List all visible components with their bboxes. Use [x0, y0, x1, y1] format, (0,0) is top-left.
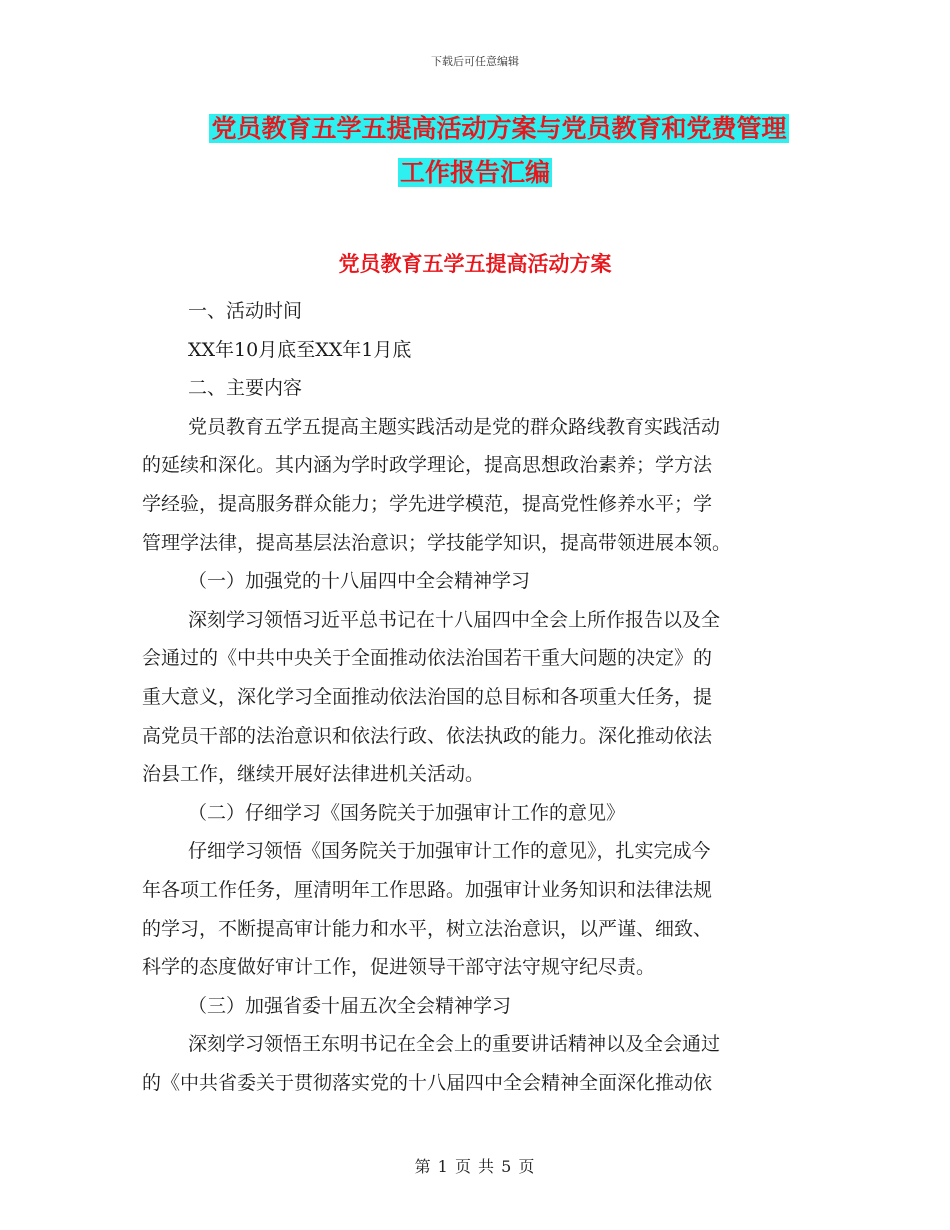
text-line: 年各项工作任务，厘清明年工作思路。加强审计业务知识和法律法规 [142, 878, 713, 901]
document-title-line-2 [0, 155, 950, 191]
text-line: 管理学法律，提高基层法治意识；学技能学知识，提高带领进展本领。 [142, 531, 732, 554]
text-line: 科学的态度做好审计工作，促进领导干部守法守规守纪尽责。 [142, 956, 656, 979]
text-line: 党员教育五学五提高主题实践活动是党的群众路线教育实践活动 [188, 415, 721, 438]
section-title: 党员教育五学五提高活动方案 [338, 252, 612, 276]
text-line: （三）加强省委十届五次全会精神学习 [188, 994, 512, 1017]
document-title-text-2: 工作报告汇编 [399, 158, 550, 187]
text-line: 一、活动时间 [188, 300, 303, 322]
text-line: （一）加强党的十八届四中全会精神学习 [188, 570, 531, 593]
text-line: 高党员干部的法治意识和依法行政、依法执政的能力。深化推动依法 [142, 724, 713, 747]
text-line: XX年10月底至XX年1月底 [188, 338, 412, 361]
text-line: 仔细学习领悟《国务院关于加强审计工作的意见》，扎实完成今 [188, 840, 711, 863]
text-line: 的学习，不断提高审计能力和水平，树立法治意识，以严谨、细致、 [142, 917, 713, 940]
text-line: 学经验，提高服务群众能力；学先进学模范，提高党性修养水平；学 [142, 492, 713, 515]
document-title-text-1: 党员教育五学五提高活动方案与党员教育和党费管理 [211, 114, 787, 143]
text-line: 的《中共省委关于贯彻落实党的十八届四中全会精神全面深化推动依 [142, 1071, 713, 1094]
text-line: 治县工作，继续开展好法律进机关活动。 [142, 763, 485, 786]
header-note: 下载后可任意编辑 [431, 55, 519, 68]
text-line: 深刻学习领悟王东明书记在全会上的重要讲话精神以及全会通过 [188, 1033, 721, 1056]
text-line: （二）仔细学习《国务院关于加强审计工作的意见》 [188, 801, 626, 824]
text-line: 重大意义，深化学习全面推动依法治国的总目标和各项重大任务，提 [142, 685, 713, 708]
page-footer: 第 1 页 共 5 页 [414, 1157, 536, 1176]
text-line: 二、主要内容 [188, 377, 303, 400]
text-line: 的延续和深化。其内涵为学时政学理论，提高思想政治素养；学方法 [142, 454, 713, 477]
text-line: 深刻学习领悟习近平总书记在十八届四中全会上所作报告以及全 [188, 608, 721, 631]
text-line: 会通过的《中共中央关于全面推动依法治国若干重大问题的决定》的 [142, 647, 713, 670]
body-text [142, 292, 810, 1102]
document-title-line-1 [24, 111, 950, 147]
